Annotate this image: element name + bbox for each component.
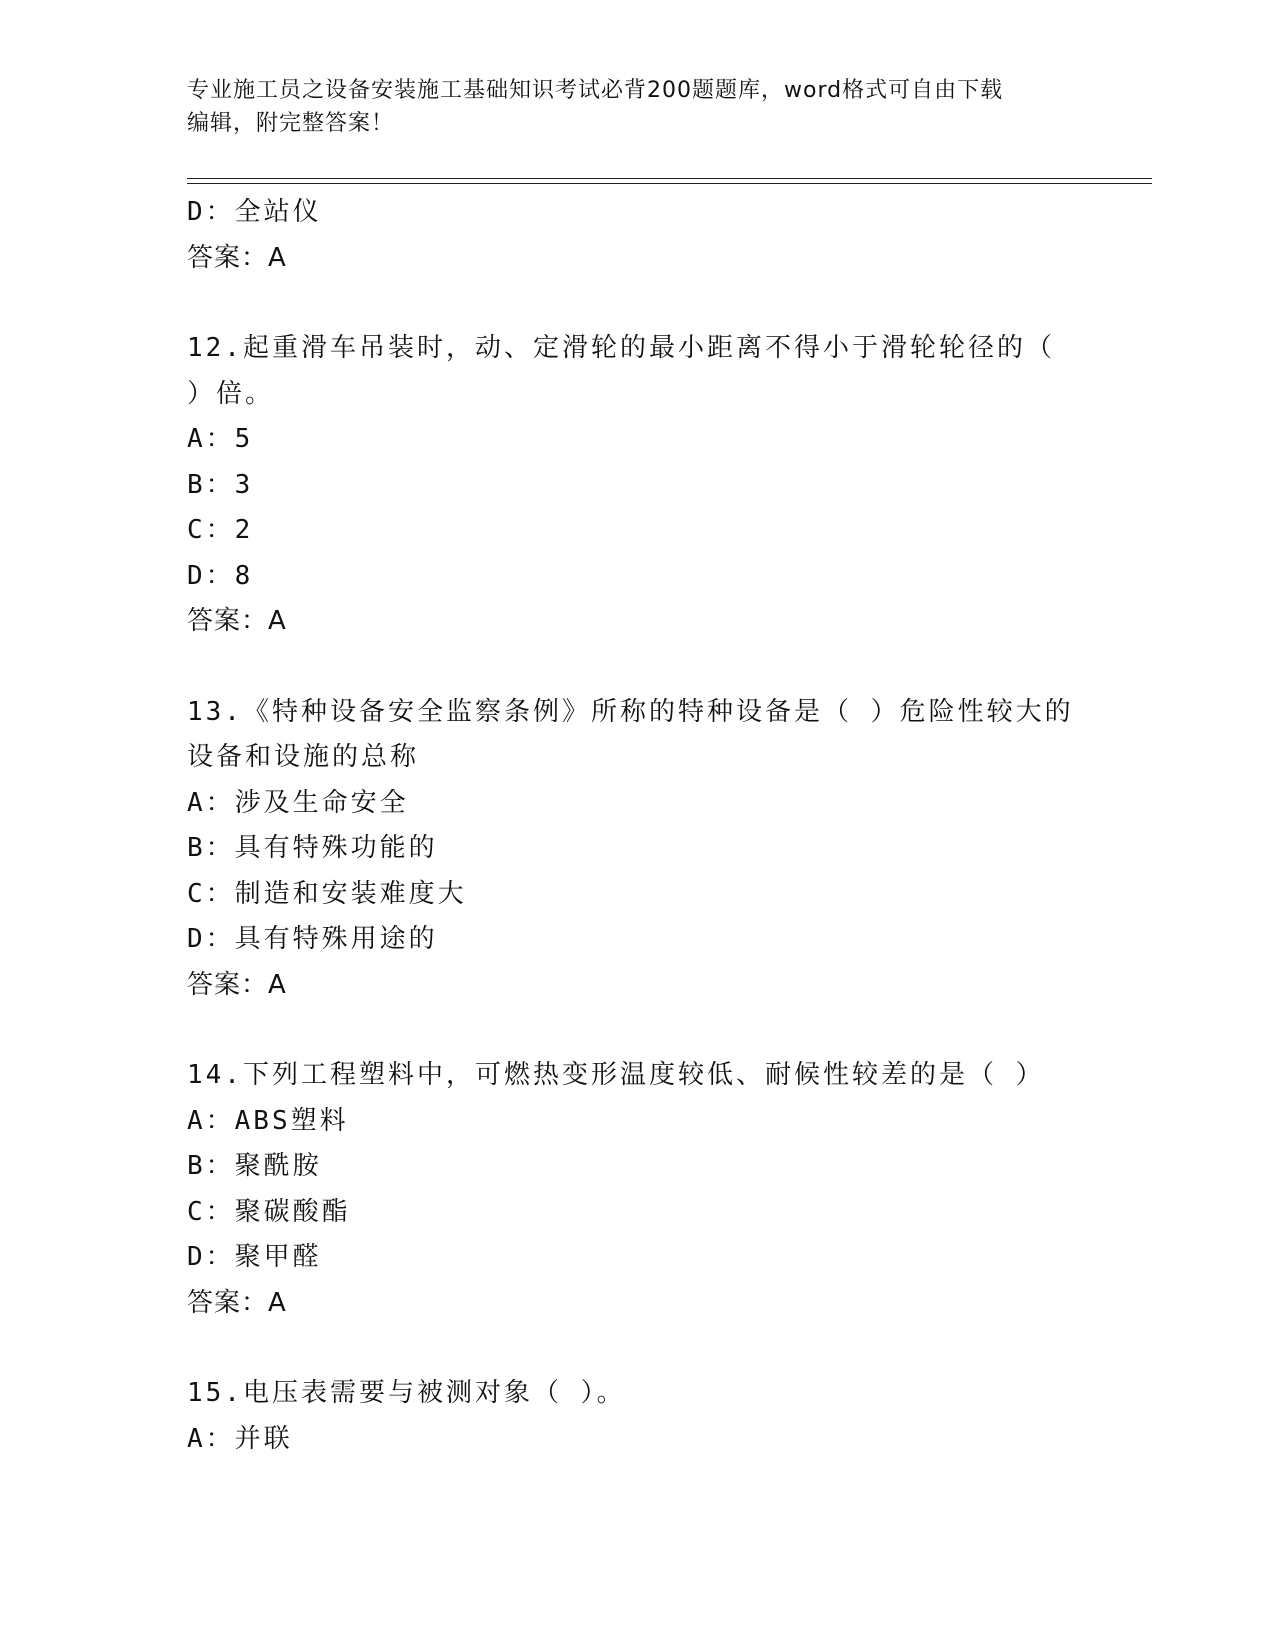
header-divider-bottom [187,183,1152,184]
question-15 [187,1371,1147,1462]
prev-answer: 答案：A [187,242,287,273]
question-stem-line2: 设备和设施的总称 [187,742,420,772]
option-c: C：2 [187,515,254,545]
option-d: D：具有特殊用途的 [187,924,438,954]
option-d: D：8 [187,560,254,591]
answer: 答案：A [187,606,287,636]
option-c: C：制造和安装难度大 [187,878,467,909]
option-c: C：聚碳酸酯 [187,1196,351,1227]
question-12 [187,326,1147,645]
option-d: D：聚甲醛 [187,1242,322,1272]
question-14 [187,1053,1147,1326]
question-stem-line2: ）倍。 [187,378,275,409]
option-a: A：ABS塑料 [187,1105,349,1136]
header-divider-top [187,178,1152,179]
option-a: A：并联 [187,1423,293,1454]
option-b: B：聚酰胺 [187,1151,322,1181]
page-header [187,74,1107,140]
option-a: A：涉及生命安全 [187,787,409,818]
spacer [187,1008,1147,1053]
question-list [187,190,1147,1462]
option-b: B：3 [187,469,254,500]
question-stem-line1: 13.《特种设备安全监察条例》所称的特种设备是（ ）危险性较大的 [187,696,1074,727]
question-stem-line1: 15.电压表需要与被测对象（ ）。 [187,1378,626,1408]
prev-option-d: D：全站仪 [187,197,322,227]
spacer [187,281,1147,326]
question-stem-line1: 12.起重滑车吊装时，动、定滑轮的最小距离不得小于滑轮轮径的（ [187,333,1055,363]
option-a: A：5 [187,424,254,454]
spacer [187,1326,1147,1371]
header-title-line2: 编辑，附完整答案！ [187,111,395,136]
answer: 答案：A [187,969,287,1000]
answer: 答案：A [187,1287,287,1318]
option-b: B：具有特殊功能的 [187,833,438,863]
spacer [187,645,1147,690]
header-title-line1: 专业施工员之设备安装施工基础知识考试必背200题题库，word格式可自由下载 [187,78,1004,103]
question-13 [187,690,1147,1009]
question-stem-line1: 14.下列工程塑料中，可燃热变形温度较低、耐候性较差的是（ ） [187,1060,1045,1090]
